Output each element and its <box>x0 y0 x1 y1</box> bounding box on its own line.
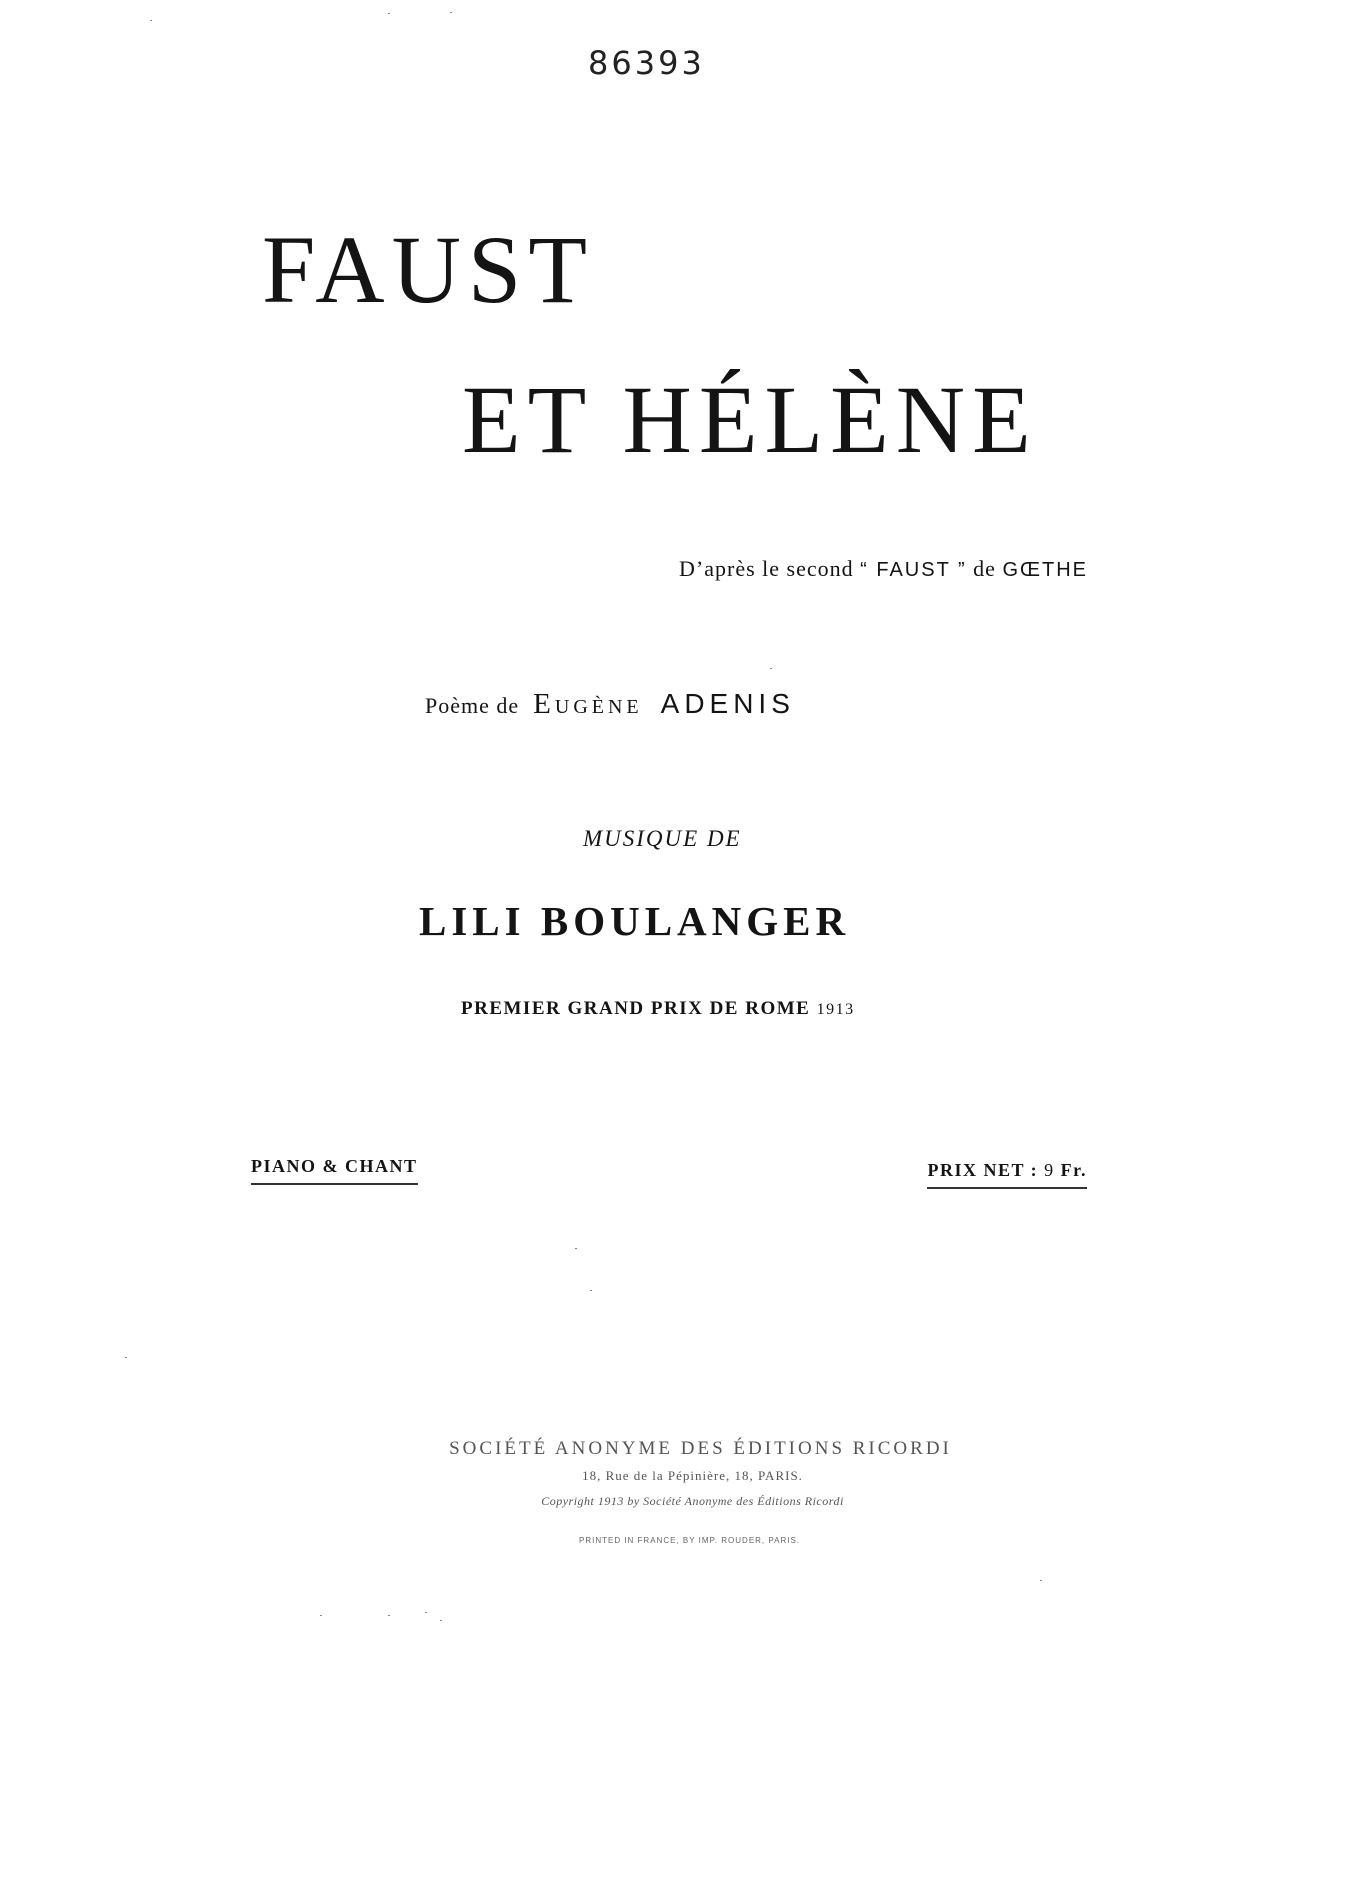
scan-speck <box>125 1357 127 1358</box>
scan-speck <box>425 1612 427 1613</box>
subtitle-work: “ FAUST ” <box>860 559 967 581</box>
composer-name: LILI BOULANGER <box>419 898 851 944</box>
poet-last-name: ADENIS <box>660 688 795 719</box>
publisher-name: SOCIÉTÉ ANONYME DES ÉDITIONS RICORDI <box>449 1438 952 1459</box>
subtitle-middle: de <box>966 556 1003 581</box>
scan-speck <box>575 1248 577 1249</box>
printer-notice: PRINTED IN FRANCE, BY IMP. ROUDER, PARIS. <box>578 1536 801 1545</box>
subtitle <box>679 556 1088 582</box>
price-amount: 9 <box>1044 1160 1055 1180</box>
scan-speck <box>388 13 390 14</box>
price-text: PRIX NET : <box>927 1160 1045 1180</box>
scan-speck <box>440 1620 442 1621</box>
prize-year: 1913 <box>816 1001 855 1018</box>
scan-speck <box>388 1615 390 1616</box>
prize-text: PREMIER GRAND PRIX DE ROME <box>461 998 817 1019</box>
scan-speck <box>150 20 152 21</box>
prize-line <box>461 998 855 1020</box>
catalog-number: 86393 <box>588 44 705 82</box>
price-unit: Fr. <box>1054 1160 1087 1180</box>
subtitle-author: GŒTHE <box>1002 559 1088 581</box>
title-line-2: ET HÉLÈNE <box>462 366 1038 473</box>
price-label <box>927 1160 1087 1189</box>
scan-speck <box>1040 1580 1042 1581</box>
scan-speck <box>450 12 452 13</box>
publisher-address: 18, Rue de la Pépinière, 18, PARIS. <box>582 1468 803 1483</box>
music-label: MUSIQUE DE <box>583 826 742 851</box>
poet-first-name: Eugène <box>533 688 643 720</box>
poem-label: Poème de <box>425 693 520 718</box>
poem-credit <box>425 688 795 721</box>
subtitle-prefix: D’après le second <box>679 556 861 581</box>
scan-speck <box>320 1615 322 1616</box>
scan-speck <box>590 1290 592 1291</box>
copyright-notice: Copyright 1913 by Société Anonyme des Éditions Ricordi <box>541 1494 844 1508</box>
edition-label: PIANO & CHANT <box>251 1156 418 1185</box>
title-line-1: FAUST <box>262 216 594 323</box>
scan-speck <box>770 668 772 669</box>
